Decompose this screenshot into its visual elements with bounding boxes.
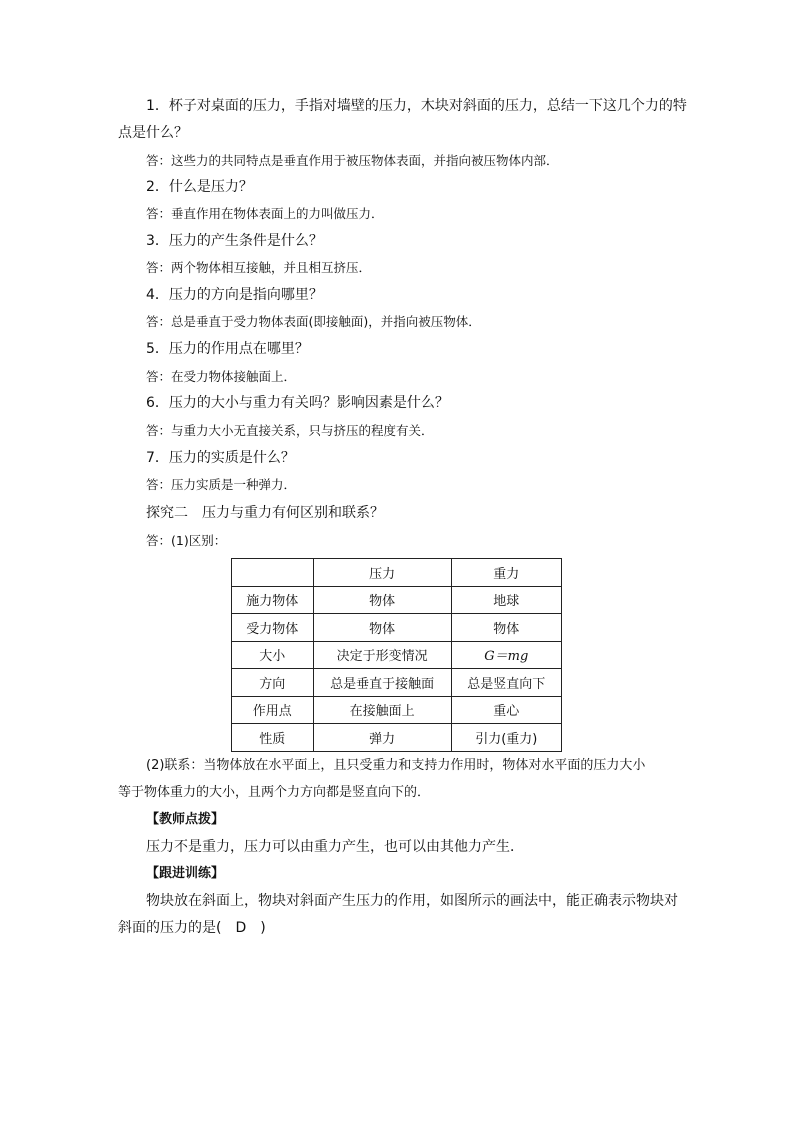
table-header-cell: 重力 — [451, 559, 561, 587]
table-row — [232, 669, 562, 697]
table-cell: 大小 — [232, 641, 314, 669]
training-line-1: 物块放在斜面上，物块对斜面产生压力的作用，如图所示的画法中，能正确表示物块对 — [146, 893, 678, 909]
table-cell: 决定于形变情况 — [313, 641, 451, 669]
answer-5: 答：在受力物体接触面上． — [146, 369, 297, 384]
table-row — [232, 586, 562, 614]
table-cell: 物体 — [451, 614, 561, 642]
training-heading: 【跟进训练】 — [146, 866, 225, 881]
explore-2-answer-intro: 答：(1)区别： — [146, 533, 227, 548]
table-header-cell — [232, 559, 314, 587]
explore-2-title: 探究二 压力与重力有何区别和联系？ — [146, 505, 384, 521]
answer-2: 答：垂直作用在物体表面上的力叫做压力． — [146, 206, 384, 221]
relation-line-1: (2)联系：当物体放在水平面上，且只受重力和支持力作用时，物体对水平面的压力大小 — [146, 758, 646, 773]
table-row — [232, 641, 562, 669]
table-cell: 总是垂直于接触面 — [313, 669, 451, 697]
table-row — [232, 614, 562, 642]
answer-1: 答：这些力的共同特点是垂直作用于被压物体表面，并指向被压物体内部． — [146, 153, 559, 168]
question-1-line-2: 点是什么？ — [118, 125, 188, 141]
table-cell: 弹力 — [313, 724, 451, 752]
comparison-table — [231, 558, 562, 752]
training-line-2: 斜面的压力的是( D ) — [118, 920, 266, 936]
question-1-line-1: 1．杯子对桌面的压力，手指对墙壁的压力，木块对斜面的压力，总结一下这几个力的特 — [146, 98, 687, 114]
table-cell: 方向 — [232, 669, 314, 697]
table-cell-formula: G＝mg — [451, 641, 561, 669]
table-cell: 物体 — [313, 614, 451, 642]
question-6: 6．压力的大小与重力有关吗？影响因素是什么？ — [146, 395, 449, 411]
table-cell: 性质 — [232, 724, 314, 752]
answer-6: 答：与重力大小无直接关系，只与挤压的程度有关． — [146, 423, 434, 438]
teacher-tip-text: 压力不是重力，压力可以由重力产生，也可以由其他力产生． — [146, 839, 524, 855]
answer-7: 答：压力实质是一种弹力． — [146, 477, 297, 492]
question-5: 5．压力的作用点在哪里？ — [146, 341, 309, 357]
question-4: 4．压力的方向是指向哪里？ — [146, 287, 323, 303]
table-cell: 在接触面上 — [313, 696, 451, 724]
table-row — [232, 724, 562, 752]
table-header-row — [232, 559, 562, 587]
table-row — [232, 696, 562, 724]
answer-3: 答：两个物体相互接触，并且相互挤压． — [146, 260, 372, 275]
question-3: 3．压力的产生条件是什么？ — [146, 233, 323, 249]
table-cell: 物体 — [313, 586, 451, 614]
table-cell: 地球 — [451, 586, 561, 614]
table-cell: 总是竖直向下 — [451, 669, 561, 697]
question-2: 2．什么是压力？ — [146, 179, 253, 195]
table-cell: 作用点 — [232, 696, 314, 724]
table-cell: 施力物体 — [232, 586, 314, 614]
table-cell: 引力(重力) — [451, 724, 561, 752]
answer-4: 答：总是垂直于受力物体表面(即接触面)，并指向被压物体． — [146, 314, 481, 329]
relation-line-2: 等于物体重力的大小，且两个力方向都是竖直向下的． — [118, 785, 431, 800]
question-7: 7．压力的实质是什么？ — [146, 450, 295, 466]
table-header-cell: 压力 — [313, 559, 451, 587]
teacher-tip-heading: 【教师点拨】 — [146, 812, 225, 827]
table-cell: 受力物体 — [232, 614, 314, 642]
table-cell: 重心 — [451, 696, 561, 724]
